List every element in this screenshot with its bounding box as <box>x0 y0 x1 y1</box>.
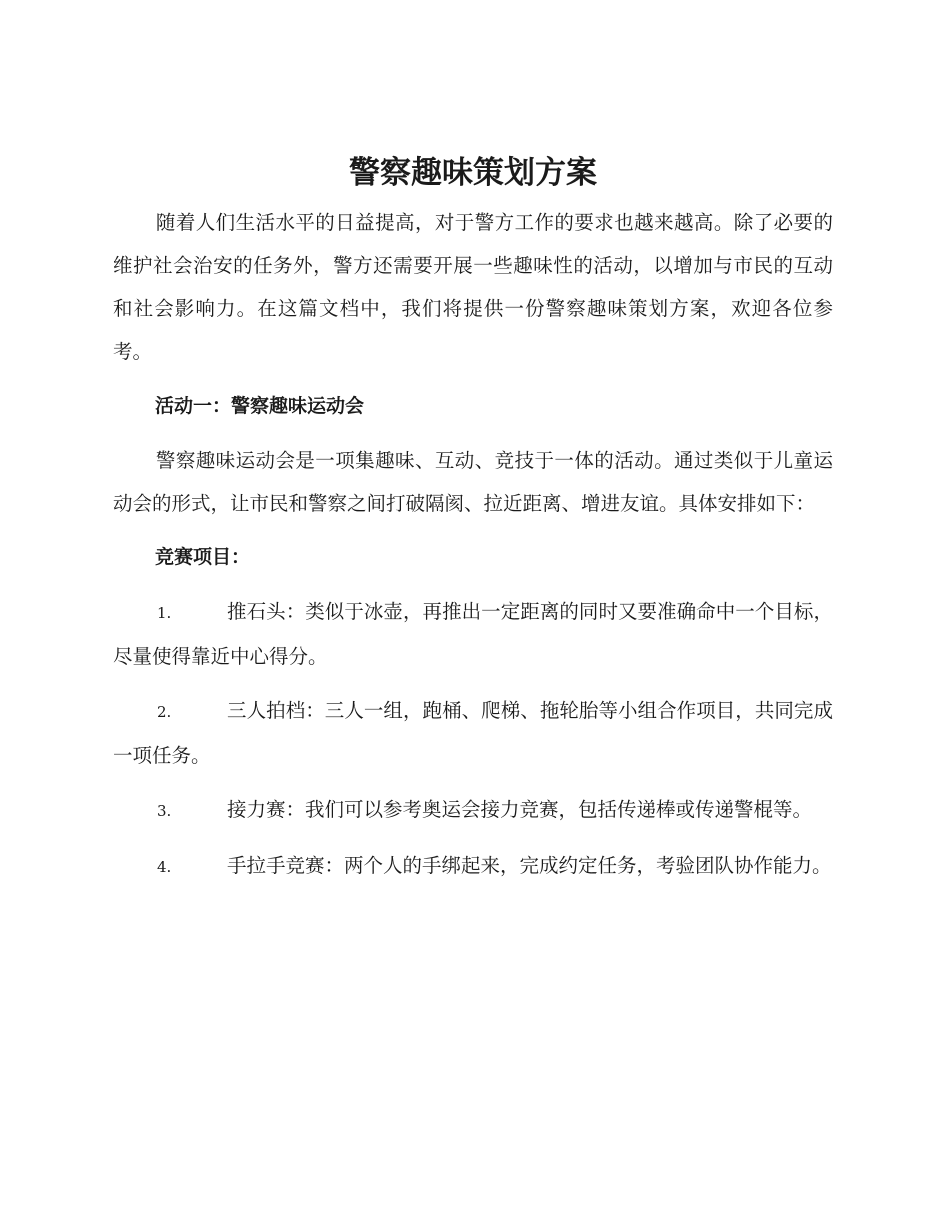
intro-paragraph: 随着人们生活水平的日益提高，对于警方工作的要求也越来越高。除了必要的维护社会治安的任务外，警方还需要开展一些趣味性的活动，以增加与市民的互动和社会影响力。在这篇文档中，我们将提供一份警察趣味策划方案，欢迎各位参考。 <box>113 211 833 363</box>
spacer <box>113 525 833 536</box>
list-item <box>113 689 833 777</box>
list-item-number: 3. <box>157 802 172 820</box>
spacer <box>113 373 833 385</box>
spacer <box>113 579 833 590</box>
document-page <box>113 145 833 889</box>
list-item-text: 接力赛：我们可以参考奥运会接力竞赛，包括传递棒或传递警棍等。 <box>227 798 813 821</box>
list-item-text: 手拉手竞赛：两个人的手绑起来，完成约定任务，考验团队协作能力。 <box>227 854 832 877</box>
list-item-number: 4. <box>157 858 172 876</box>
list-item-text: 推石头：类似于冰壶，再推出一定距离的同时又要准确命中一个目标，尽量使得靠近中心得分。 <box>113 600 833 668</box>
activity-description: 警察趣味运动会是一项集趣味、互动、竞技于一体的活动。通过类似于儿童运动会的形式，让市民和警察之间打破隔阂、拉近距离、增进友谊。具体安排如下： <box>113 449 833 515</box>
spacer <box>113 428 833 439</box>
list-item <box>113 590 833 678</box>
list-item <box>113 788 833 833</box>
list-item-number: 1. <box>157 604 172 622</box>
document-title: 警察趣味策划方案 <box>349 155 597 191</box>
activity-heading: 活动一：警察趣味运动会 <box>155 395 365 417</box>
list-item-number: 2. <box>157 703 172 721</box>
list-item <box>113 844 833 889</box>
list-item-text: 三人拍档：三人一组，跑桶、爬梯、拖轮胎等小组合作项目，共同完成一项任务。 <box>113 699 833 767</box>
spacer <box>113 678 833 689</box>
events-heading: 竞赛项目： <box>155 546 251 568</box>
spacer <box>113 833 833 844</box>
spacer <box>113 777 833 788</box>
